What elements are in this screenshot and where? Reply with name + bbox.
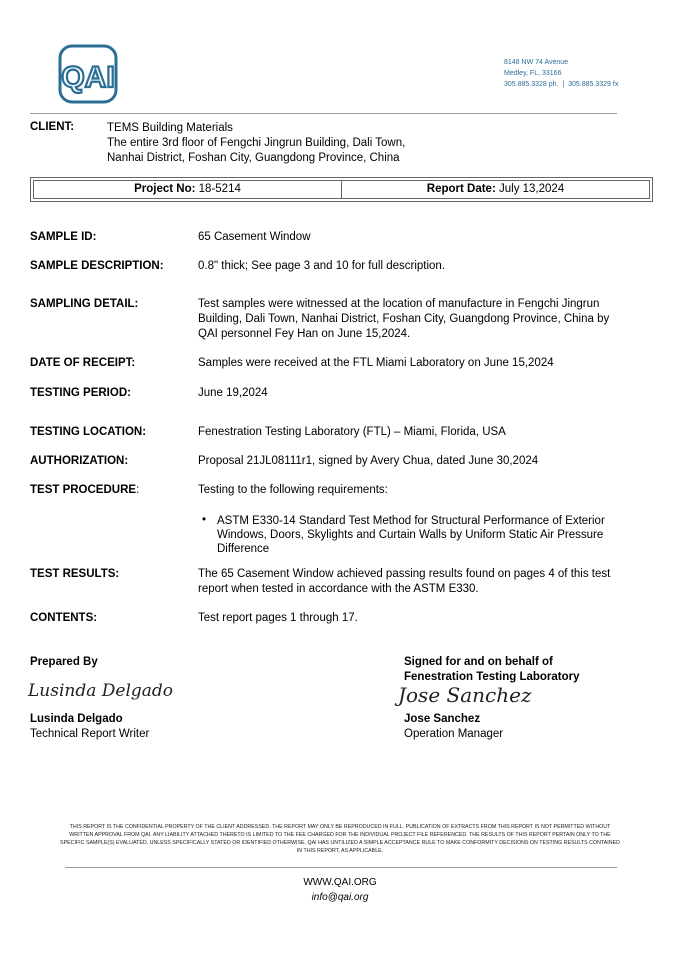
top-rule [30, 113, 617, 114]
contents-label: CONTENTS: [30, 612, 98, 624]
website-link[interactable]: WWW.QAI.ORG [303, 877, 377, 888]
date-of-receipt-value: Samples were received at the FTL Miami Laboratory on June 15,2024 [198, 357, 554, 369]
project-number-label: Project No: [134, 183, 196, 195]
client-address-line-2: Nanhai District, Foshan City, Guangdong Province, China [107, 152, 400, 164]
client-info [107, 121, 405, 166]
test-results-value: The 65 Casement Window achieved passing results found on pages 4 of this test report when tested in accordance with the ASTM E330. [198, 568, 611, 595]
project-number-value: 18-5214 [198, 183, 241, 195]
prepared-by-title: Technical Report Writer [30, 728, 150, 740]
test-procedure-value: Testing to the following requirements: [198, 484, 388, 496]
contact-numbers: 305.885.3328 ph. | 305.885.3329 fx [504, 81, 619, 88]
date-of-receipt-label: DATE OF RECEIPT: [30, 357, 136, 369]
signed-by-title: Operation Manager [404, 728, 504, 740]
sampling-detail-value: Test samples were witnessed at the location of manufacture in Fengchi Jingrun Building, Dali Town, Nanhai District, Foshan City, Guangdong Province, China by QAI personnel Fey Han on June 15,2024. [198, 298, 610, 340]
sample-id-value: 65 Casement Window [198, 231, 311, 243]
authorization-value: Proposal 21JL08111r1, signed by Avery Chua, dated June 30,2024 [198, 455, 539, 467]
email-link[interactable]: info@qai.org [311, 892, 369, 903]
testing-period-value: June 19,2024 [198, 387, 268, 399]
test-procedure-label [30, 483, 139, 498]
sample-description-label: SAMPLE DESCRIPTION: [30, 260, 164, 272]
fax-number: 305.885.3329 fx [568, 81, 619, 88]
report-date-label: Report Date: [426, 183, 496, 195]
test-results-label: TEST RESULTS: [30, 568, 120, 580]
test-procedure-label-text: TEST PROCEDURE [30, 484, 137, 496]
bullet-icon: • [202, 514, 207, 526]
qai-logo [58, 44, 118, 104]
prepared-by-name: Lusinda Delgado [30, 713, 123, 725]
signed-signature: Jose Sanchez [398, 683, 532, 707]
company-address [504, 57, 618, 90]
report-date [341, 181, 649, 198]
footer-disclaimer: THIS REPORT IS THE CONFIDENTIAL PROPERTY OF THE CLIENT ADDRESSED. THE REPORT MAY ONLY BE REPRODUCED IN FULL. PUBLICATION OF EXTRACTS FROM THIS REPORT IS NOT PERMITTED WITHOUT WRITTEN APPROVAL FROM QAI. ANY LIABILITY ATTACHED THERETO IS LIMITED TO THE FEE CHARGED FOR THE INDIVIDUAL PROJECT FILE REFERENCED. THE RESULTS OF THIS REPORT PERTAIN ONLY TO THE SPECIFIC SAMPLE(S) EVALUATED. UNLESS SPECIFICALLY STATED OR IDENTIFIED OTHERWISE, QAI HAS UNTILIZED A SIMPLE ACCEPTANCE RULE TO MAKE CONFORMITY DECISIONS ON TESTING RESULTS CONTAINED IN THIS REPORT, AS APPLICABLE. [60, 824, 620, 854]
signed-heading-line-2: Fenestration Testing Laboratory [404, 671, 580, 683]
report-date-value: July 13,2024 [499, 183, 565, 195]
sampling-detail-label: SAMPLING DETAIL: [30, 298, 139, 310]
address-line-1: 8148 NW 74 Avenue [504, 59, 569, 66]
prepared-signature: Lusinda Delgado [28, 681, 174, 701]
bottom-rule [65, 867, 617, 868]
project-box [33, 180, 650, 199]
authorization-label: AUTHORIZATION: [30, 455, 129, 467]
test-procedure-item: ASTM E330-14 Standard Test Method for Structural Performance of Exterior Windows, Doors, Skylights and Curtain Walls by Uniform Static Air Pressure Difference [217, 515, 605, 555]
footer-contact [0, 875, 680, 905]
signed-heading-line-1: Signed for and on behalf of [404, 656, 553, 668]
client-name: TEMS Building Materials [107, 122, 233, 134]
sample-id-label: SAMPLE ID: [30, 231, 97, 243]
signed-by-name: Jose Sanchez [404, 713, 481, 725]
client-label: CLIENT: [30, 121, 75, 133]
testing-location-label: TESTING LOCATION: [30, 426, 147, 438]
prepared-by-heading: Prepared By [30, 656, 98, 668]
signed-behalf-heading [404, 655, 580, 685]
sample-description-value: 0.8" thick; See page 3 and 10 for full description. [198, 260, 446, 272]
testing-location-value: Fenestration Testing Laboratory (FTL) – Miami, Florida, USA [198, 426, 506, 438]
phone-number: 305.885.3328 ph. [504, 81, 559, 88]
testing-period-label: TESTING PERIOD: [30, 387, 131, 399]
address-line-2: Medley, FL, 33166 [504, 70, 562, 77]
svg-text:QAI: QAI [61, 61, 115, 94]
client-address-line-1: The entire 3rd floor of Fengchi Jingrun Building, Dali Town, [107, 137, 406, 149]
contents-value: Test report pages 1 through 17. [198, 612, 358, 624]
test-procedure-label-colon: : [136, 484, 140, 496]
project-number [34, 181, 341, 198]
